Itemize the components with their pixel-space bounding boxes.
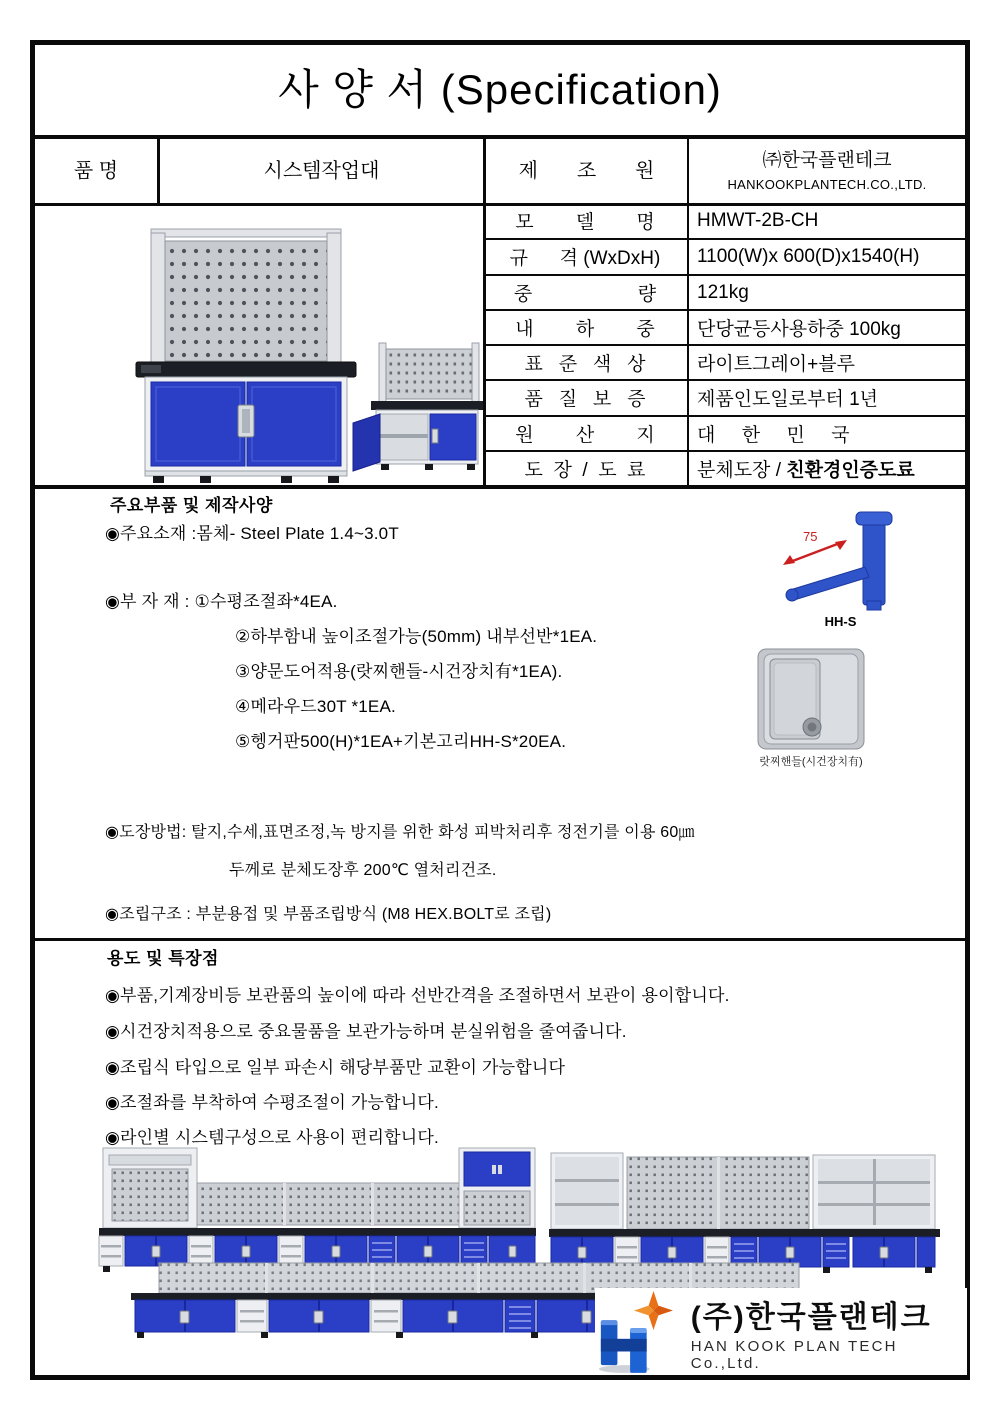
spec-label: 모 델 명	[515, 212, 655, 233]
spec-label: 품 질 보 증	[524, 389, 646, 410]
company-logo-name-en: HAN KOOK PLAN TECH Co.,Ltd.	[690, 1337, 898, 1372]
hook-dimension-label: 75	[803, 529, 818, 544]
page-title: 사 양 서 (Specification)	[278, 65, 722, 113]
divider	[35, 938, 965, 941]
feature-item: ◉조절좌를 부착하여 수평조절이 가능합니다.	[105, 1093, 439, 1112]
parts-item: ②하부함내 높이조절가능(50mm) 내부선반*1EA.	[235, 627, 598, 646]
maker-name-en: HANKOOKPLANTECH.CO.,LTD.	[727, 176, 927, 192]
bench-line-illustration-2	[547, 1147, 942, 1273]
hook-image	[763, 507, 918, 629]
spec-sheet-border	[30, 40, 970, 1380]
spec-value: 1100(W)x 600(D)x1540(H)	[697, 245, 920, 267]
spec-label: 중 량	[513, 284, 657, 305]
maker-cell	[689, 139, 965, 203]
feature-item: ◉시건장치적용으로 중요물품을 보관가능하며 분실위험을 줄여줍니다.	[105, 1022, 627, 1041]
parts-item: ③양문도어적용(랏찌핸들-시건장치有*1EA).	[235, 662, 563, 681]
parts-item: ⑤헹거판500(H)*1EA+기본고리HH-S*20EA.	[235, 732, 567, 751]
hanger-hook-illustration	[763, 507, 918, 612]
bench-line-image-2	[547, 1147, 942, 1273]
workbench-illustration	[35, 207, 483, 485]
parts-heading: 주요부품 및 제작사양	[110, 496, 273, 515]
feature-item: ◉라인별 시스템구성으로 사용이 편리합니다.	[105, 1128, 439, 1147]
company-logo-icon	[595, 1288, 681, 1375]
maker-label: 제 조 원	[518, 159, 655, 182]
maker-name-kr: ㈜한국플랜테크	[762, 150, 892, 171]
product-name-value: 시스템작업대	[263, 159, 380, 182]
spec-value-part-bold: 친환경인증도료	[786, 460, 915, 481]
coating-method-line2: 두께로 분체도장후 200℃ 열처리건조.	[229, 862, 497, 879]
feature-item: ◉조립식 타입으로 일부 파손시 해당부품만 교환이 가능합니다	[105, 1058, 566, 1077]
hook-caption: HH-S	[824, 614, 857, 629]
spec-value	[697, 451, 963, 486]
company-logo	[595, 1288, 967, 1375]
spec-value: 121kg	[697, 281, 749, 303]
assembly-structure: ◉조립구조 : 부분용접 및 부품조립방식 (M8 HEX.BOLT로 조립)	[105, 906, 552, 923]
spec-label: 도 장 / 도 료	[524, 460, 646, 481]
product-name-label: 품 명	[73, 159, 119, 182]
spec-label: 원 산 지	[515, 425, 655, 446]
spec-value: HMWT-2B-CH	[697, 209, 819, 231]
spec-value: 라이트그레이+블루	[697, 354, 855, 375]
latch-caption: 랏찌핸들(시건장치有)	[759, 756, 863, 768]
feature-item: ◉부품,기계장비등 보관품의 높이에 따라 선반간격을 조절하면서 보관이 용이합니다.	[105, 986, 730, 1005]
features-heading: 용도 및 특장점	[107, 949, 219, 968]
product-image	[35, 207, 483, 485]
spec-value-part: 분체도장 /	[697, 460, 787, 481]
spec-label: 내 하 중	[515, 319, 655, 340]
spec-value: 제품인도일로부터 1년	[697, 389, 879, 410]
company-logo-name-kr: (주)한국플랜테크	[690, 1300, 932, 1334]
spec-label: 표 준 색 상	[524, 354, 646, 375]
parts-submaterial: ◉부 자 재 : ①수평조절좌*4EA.	[105, 592, 338, 611]
spec-value: 단당균등사용하중 100kg	[697, 319, 901, 340]
parts-item: ④메라우드30T *1EA.	[235, 697, 396, 716]
spec-value: 대 한 민 국	[697, 425, 850, 446]
spec-label: 규 격 (WxDxH)	[509, 248, 661, 269]
bench-line-image-1	[95, 1145, 540, 1273]
coating-method-line1: ◉도장방법: 탈지,수세,표면조정,녹 방지를 위한 화성 피박처리후 정전기를 이용 60㎛	[105, 824, 695, 841]
latch-handle-illustration	[751, 647, 871, 751]
bench-line-illustration-1	[95, 1145, 540, 1273]
latch-image	[751, 647, 871, 769]
parts-material: ◉주요소재 :몸체- Steel Plate 1.4~3.0T	[105, 524, 399, 543]
